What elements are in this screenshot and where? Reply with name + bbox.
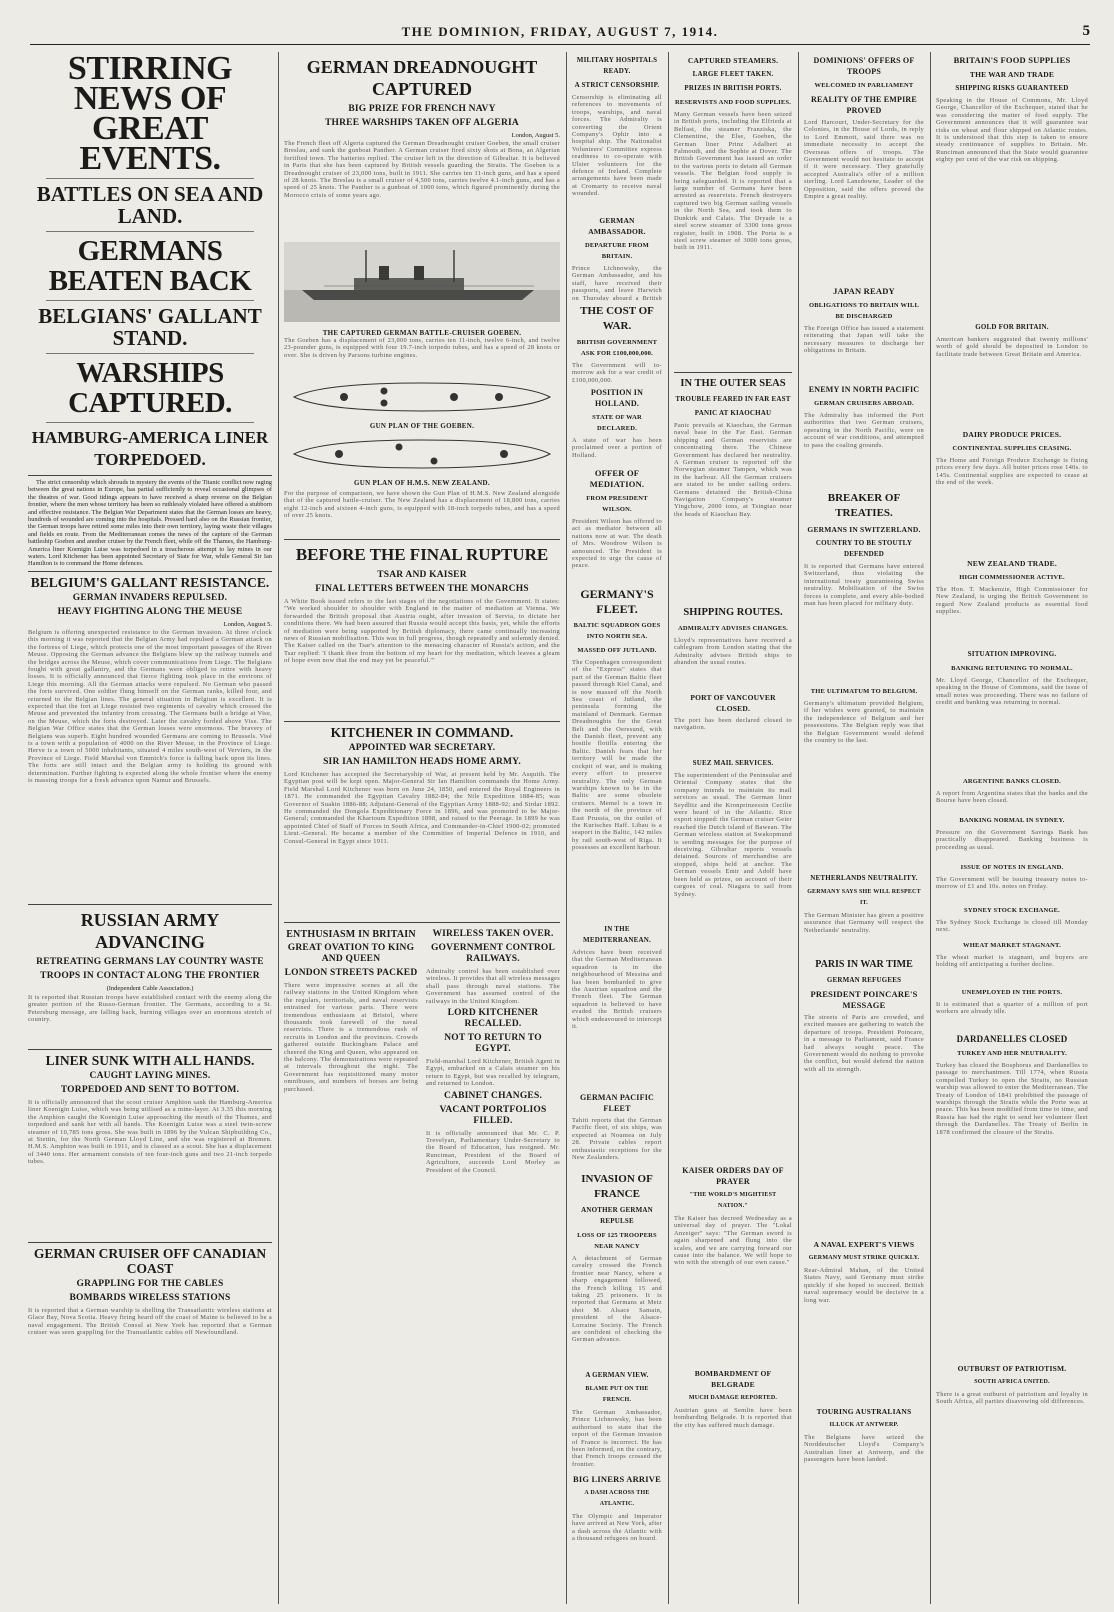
article-body-text: Lord Harcourt, Under-Secretary for the Colonies, in the House of Lords, in reply to Lord Emmott, said there was no immediate necessity to accept the Overseas offers of troops. The Government would not hesitate to accept if it were necessary. They gratefully accepted Australia's offer of a million sterling. Lord Lansdowne, Leader of the Opposition, said the offers proved the Empire a great reality. (804, 119, 924, 201)
article-body-text: It is reported that a German warship is shelling the Transatlantic wireless stations at Glace Bay, Nova Scotia. Heavy firing heard off the coast of Maine is believed to be a naval engagement. The British Consul at New York has reported that a German cruiser was seen grappling for the Transatlantic cables off Newfoundland. (28, 1306, 272, 1337)
article-body-text: Germany's ultimatum provided Belgium, if her wishes were granted, to maintain the independence of Belgium and her possessions. The Belgian reply was that the Belgian Government would defend the country to the last. (804, 700, 924, 745)
article-body-text: For the purpose of comparison, we have shown the Gun Plan of H.M.S. New Zealand alongside that of the captured battle-cruiser. The New Zealand has a displacement of 18,800 tons, carries eight 12-inch and sixteen 4-inch guns, is equipped with 18-inch torpedo tubes, and has a speed of over 25 knots. (284, 490, 560, 520)
subhead-ovation: GREAT OVATION TO KING AND QUEEN (287, 943, 415, 964)
headline-belgians-stand: BELGIANS' GALLANT STAND. (38, 304, 262, 350)
headline-invasion-france: INVASION OF FRANCE (581, 1173, 653, 1200)
subhead-war-secretary: APPOINTED WAR SECRETARY. (348, 743, 496, 753)
headline-continental: CONTINENTAL SUPPLIES CEASING. (952, 445, 1072, 452)
article-body-text: Field-marshal Lord Kitchener, British Agent in Egypt, embarked on a Calais steamer on his return to Egypt, but was recalled by telegram, and returned to London. (426, 1058, 560, 1088)
page-number: 5 (1082, 23, 1090, 39)
article-body-text: The port has been declared closed to navigation. (674, 717, 792, 732)
headline-kaiser-prayer: KAISER ORDERS DAY OF PRAYER (682, 1166, 784, 1186)
article-body-text: The Admiralty has informed the Port authorities that two German cruisers, operating in the North Pacific, were on account of war conditions, and attempted to pass the coaling grounds. (804, 412, 924, 449)
headline-outer-seas: IN THE OUTER SEAS (680, 378, 786, 389)
article-intro: The strict censorship which shrouds in mystery the events of the Titanic conflict now raging between the great nations in Europe, has partial sufficiently to reveal occasional glimpses of the theatres of war. Good tidings appears to have received a sharp reverse on the Belgian frontier, where the men whose territory has been so ruthlessly violated have offered a stubborn and effective resistance. The Belgian War Department states that the German losses are heavy, hundreds of wounded are coming into the hospitals. Pressed hard also on the Russian frontier, the German troops have retired some miles into their own territory, laying waste their villages and fields en route. From the Mediterranean comes the news of the capture of the German battleship Goeben and another cruiser by the French fleet, while off the Thames, the Hamburg-America liner Koenigin Luise was torpedoed in a treacherous attempt to lay mines in our waters. Lord Kitchener has been appointed Secretary of State for War, while General Sir Ian Hamilton is to command the Home defences. (28, 479, 272, 568)
headline-liner-torpedoed: HAMBURG-AMERICA LINER TORPEDOED. (31, 428, 269, 469)
article-body-text: The Kaiser has decreed Wednesday as a universal day of prayer. The "Lokal Anzeiger" says: "The German sword is again sharpened and flung into the scales, and we are carrying forward our cause into the balance. We will hope to win with the strength of our own cause." (674, 1215, 792, 1267)
article-body-text: It is officially announced that Mr. C. P. Trevelyan, Parliamentary Under-Secretary to the Board of Education, has resigned. Mr. Runciman, President of the Board of Agriculture, succeeds Lord Morley as President of the Council. (426, 1129, 560, 1174)
article-body-text: Lord Kitchener has accepted the Secretaryship of War, at present held by Mr. Asquith. The Egyptian post will be kept open. Major-General Sir Ian Hamilton commands the Home Army. Field Marshal Lord Kitchener was born on June 24, 1850, and entered the Royal Engineers in 1871. He commanded the Egyptian Cavalry 1882-84; the Nile Expedition 1884-85; was Governor of Suakin 1886-88; Adjutant-General of the Egyptian Army 1888-92; and Sirdar 1892. He commanded the Dongola Expeditionary Force in 1896, and was promoted to be Major-General; commanded the Khartoum Expedition 1898, and raised to the Peerage. In 1899 he was appointed Chief of Staff of Forces in South Africa, and Commander-in-Chief 1900-02; promoted Lieut.-General. He became a member of the Committee of Imperial Defence in 1910, and Consul-General in Egypt since 1911. (284, 771, 560, 845)
headline-russian-army: RUSSIAN ARMY ADVANCING (80, 909, 220, 952)
goeben-gun-plan (284, 377, 560, 417)
article-body-text: Tahiti reports that the German Pacific fleet, of six ships, was expected at Noumea on July 28. Private cables report enthusiastic receptions for the New Zealanders. (572, 1117, 662, 1162)
article-body-text: Speaking in the House of Commons, Mr. Lloyd George, Chancellor of the Exchequer, stated that he was considering the matter of food supply. The Government announces that it will guarantee war risks on wheat and flour shipped on Atlantic routes. It is understood that this step is taken to ensure steady continuance of supplies to Britain. Mr. Runciman announced that the State would guarantee eighty per cent of the war risk on shipping. (936, 97, 1088, 164)
subhead-german-repulse: ANOTHER GERMAN REPULSE (581, 1206, 653, 1225)
subhead-meuse: HEAVY FIGHTING ALONG THE MEUSE (57, 606, 243, 617)
subhead-laying-mines: CAUGHT LAYING MINES. (89, 1070, 211, 1081)
article-body-text: The German Ambassador, Prince Lichnowsky, has been authorised to state that the report of the German invasion of France is incorrect. He has been informed, on the contrary, that French troops crossed the frontier. (572, 1409, 662, 1468)
article-body-text: The Foreign Office has issued a statement reiterating that Japan will take the necessary measures to discharge her obligations to Britain. (804, 325, 924, 355)
subhead-defended: COUNTRY TO BE STOUTLY DEFENDED (815, 539, 913, 558)
subhead-railways: GOVERNMENT CONTROL RAILWAYS. (430, 943, 556, 964)
headline-enemy-pacific: ENEMY IN NORTH PACIFIC (808, 385, 920, 394)
subhead-cruisers-abroad: GERMAN CRUISERS ABROAD. (814, 400, 914, 407)
subhead-damage: MUCH DAMAGE REPORTED. (688, 1395, 778, 1401)
subhead-streets-packed: LONDON STREETS PACKED (284, 968, 418, 978)
article-body-text: Advices have been received that the German Mediterranean squadron is in the neighbourhood of Messina and has been bombarded to give the Austrian squadron and the French fleet. The German squadron is believed to have evaded the British cruisers which endeavoured to intercept it. (572, 949, 662, 1031)
subhead-war-trade: THE WAR AND TRADE (969, 70, 1055, 79)
article-body-text: Admiralty control has been established over wireless. It provides that all wireless messages shall pass through naval stations. The Government has assumed control of the railways in the United Kingdom. (426, 968, 560, 1005)
subhead-obligations: OBLIGATIONS TO BRITAIN WILL BE DISCHARGED (808, 302, 920, 320)
headline-kitchener-recalled: LORD KITCHENER RECALLED. (447, 1008, 539, 1030)
headline-germans-beaten: GERMANS BEATEN BACK (48, 235, 252, 297)
headline-german-cruiser: GERMAN CRUISER OFF CANADIAN COAST (33, 1245, 267, 1276)
subhead-refugees: GERMAN REFUGEES (826, 976, 902, 984)
subhead-bombards: BOMBARDS WIRELESS STATIONS (69, 1292, 231, 1303)
headline-gold: GOLD FOR BRITAIN. (975, 323, 1049, 331)
column-6 (936, 52, 1088, 1604)
article-body-text: A White Book issued refers to the last stages of the negotiations of the Government. It states: "We worked shoulder to shoulder with England in the matter of mediation at Vienna. We forwarded the British proposal that Austria ought, after invasion of Servia, to dictate her conditions there. We had been assured that Russia would accept this basis, yet, while the efforts of mediation were being supported by British diplomacy, there came continually increasing news of Russian mobilisation. This was in full progress, though repeatedly and solemnly denied. The Kaiser called on the Tsar's attention to the menacing character of Russia's action, and the Tsar replied: 'I thank thee from the bottom of my heart for thy mediation, which leaves a gleam of hope even now that the end may yet be peaceful.'" (284, 598, 560, 665)
subhead-final-letters: FINAL LETTERS BETWEEN THE MONARCHS (315, 584, 529, 594)
article-body-text: The Government will to-morrow ask for a war credit of £100,000,000. (572, 362, 662, 384)
article-body-text: The Hon. T. Mackenzie, High Commissioner for New Zealand, is urging the British Government to regard New Zealand products as essential food supplies. (936, 586, 1088, 616)
article-body-text: Lloyd's representatives have received a cablegram from London stating that the Admiralty advises British ships to abandon the usual routes. (674, 637, 792, 667)
headline-holland: POSITION IN HOLLAND. (590, 388, 644, 408)
article-body-text: The German Minister has given a positive assurance that Germany will respect the Netherlands' neutrality. (804, 912, 924, 934)
subhead-south-africa: SOUTH AFRICA UNITED. (974, 1379, 1050, 1385)
article-body-text: A report from Argentina states that the banks and the Bourse have been closed. (936, 790, 1088, 805)
headline-hospitals: MILITARY HOSPITALS READY. (576, 56, 658, 75)
subhead-antwerp: ILLUCK AT ANTWERP. (829, 1422, 899, 1428)
subhead-three-warships: THREE WARSHIPS TAKEN OFF ALGERIA (325, 118, 519, 128)
column-4 (674, 52, 792, 1604)
article-body-text: There were impressive scenes at all the railway stations in the United Kingdom when the regulars, territorials, and naval reservists entrained for various parts. There were tremendous enthusiasm at Bristol, where thousands took farewell of the naval reservists. There is a tremendous rush of recruits in London and the provinces. Crowds gathered outside Buckingham Palace and cheered the King and Queen, who appeared on the balcony. The demonstrations were repeated at intervals throughout the night. The Government has requisitioned many motor omnibuses, and numbers of horses are being purchased. (284, 982, 418, 1093)
column-rule (278, 52, 279, 1604)
subhead-welcomed: WELCOMED IN PARLIAMENT (814, 82, 914, 89)
column-5 (804, 52, 924, 1604)
subhead-reality: REALITY OF THE EMPIRE PROVED (811, 95, 917, 115)
headline-mediation: OFFER OF MEDIATION. (589, 468, 645, 489)
headline-kitchener-command: KITCHENER IN COMMAND. (330, 725, 514, 740)
subhead-far-east: TROUBLE FEARED IN FAR EAST (675, 395, 791, 403)
column-1 (28, 52, 272, 1604)
headline-vancouver: PORT OF VANCOUVER CLOSED. (690, 693, 776, 713)
article-body-text: Belgium is offering unexpected resistance to the German invasion. At three o'clock this morning it was reported that the Belgian Army had repulsed a German attack on the fortress of Liege, which protects one of the most important passages of the River Meuse. Opposing the German advance the Belgians blew up the railway tunnels and the bridges across the Meuse, which cover communications from Liege. The Belgians fought with great gallantry, and the Germans were obliged to retire with heavy losses. It is officially announced that fierce fighting took place in the environs of Liege this morning. All the German attacks were repulsed. No German who passed the forts survived. One soldier flung himself on the German ranks, killed four, and returned to the Belgian lines. The general situation in Belgium is excellent. It is expected that the fort at Liege resisted two regiments of cavalry which crossed the Meuse and prevented the infantry from crossing. The Germans built a bridge at Vise, on the Meuse, which the forts destroyed. Later the cavalry forded above Vise. The Belgian War Office states that the German losses were enormous. The bravery of Belgians was superb. Eight hundred wounded Germans are coming to Brussels. Visé is a town with a population of 4000 on the River Meuse, in the Province of Liege. Herve is a town of 5000 inhabitants, situated 4 miles south-west of Verviers, in the Province of Liege. Field Marshal von Emmich's force is falling back upon its lines. The forts are still intact and the Belgian army is holding its ground with determination. Further fighting is expected along the whole frontier where the enemy is massing troops for a fresh advance upon Namur and Brussels. (28, 628, 272, 784)
article-body-text: It is reported that Russian troops have established contact with the enemy along the greater portion of the Russo-German frontier. The Germans, according to a St. Petersburg message, are falling back, burning villages over an enormous stretch of country. (28, 993, 272, 1024)
headline-cost-of-war: THE COST OF WAR. (580, 305, 654, 332)
caption-goeben: THE CAPTURED GERMAN BATTLE-CRUISER GOEBEN. (322, 329, 522, 337)
headline-liner-sunk: LINER SUNK WITH ALL HANDS. (45, 1052, 255, 1068)
headline-final-rupture: BEFORE THE FINAL RUPTURE (295, 545, 549, 564)
article-body-text: It is reported that Germans have entered Switzerland, thus violating the international treaty guaranteeing Swiss neutrality. Mobilisation of the Swiss forces is complete, and every able-bodied man has been placed for military duty. (804, 563, 924, 608)
headline-stock-exchange: SYDNEY STOCK EXCHANGE. (964, 907, 1060, 914)
headline-ultimatum: THE ULTIMATUM TO BELGIUM. (810, 688, 918, 695)
subhead-portfolios: VACANT PORTFOLIOS FILLED. (439, 1104, 547, 1126)
headline-pacific-fleet: GERMAN PACIFIC FLEET (580, 1093, 654, 1113)
headline-naval-expert: A NAVAL EXPERT'S VIEWS (813, 1240, 915, 1249)
subhead-departure: DEPARTURE FROM BRITAIN. (584, 242, 650, 260)
column-rule (798, 52, 799, 1604)
article-body-text: Mr. Lloyd George, Chancellor of the Exchequer, speaking in the House of Commons, said the issue of small notes was proceeding. There was no failure of credit and banking was returning to normal. (936, 677, 1088, 707)
headline-nz-trade: NEW ZEALAND TRADE. (967, 559, 1057, 568)
headline-switzerland: GERMANS IN SWITZERLAND. (807, 525, 921, 534)
headline-suez: SUEZ MAIL SERVICES. (692, 759, 774, 767)
subhead-cost: BRITISH GOVERNMENT ASK FOR £100,000,000. (576, 339, 658, 357)
headline-breaker-treaties: BREAKER OF TREATIES. (827, 492, 901, 519)
article-body-text: Turkey has closed the Bosphorus and Dardanelles to passage to merchantmen. Till 1774, when Russia compelled Turkey to open the Straits, no Russian warship was allowed to enter the Mediterranean. The Treaty of London of 1841 prohibited the passage of warships through the Straits while the Porte was at peace. This has been modified from time to time, and Russia has had the right to send her volunteer fleet through the Dardanelles. The Treaty of Berlin in 1878 confirmed the closure of the Straits. (936, 1062, 1088, 1136)
column-rule (930, 52, 931, 1604)
subhead-hamilton: SIR IAN HAMILTON HEADS HOME ARMY. (323, 757, 521, 767)
article-body-text: Censorship is eliminating all references to movements of troops, warships, and naval forces. The Admiralty is converting the Orient Company's Ophir into a hospital ship. The Nationalist Volunteers' Committee express readiness to co-operate with Ulster volunteers for the defence of Ireland. Complete arrangements have been made at Cromarty to receive naval wounded. (572, 94, 662, 198)
article-body-text: The Sydney Stock Exchange is closed till Monday next. (936, 919, 1088, 934)
headline-enthusiasm: ENTHUSIASM IN BRITAIN (286, 929, 416, 940)
article-body-text: The wheat market is stagnant, and buyers are holding off anticipating a further decline. (936, 954, 1088, 969)
headline-dreadnought-captured: GERMAN DREADNOUGHT CAPTURED (306, 57, 538, 99)
headline-dominions-offers: DOMINIONS' OFFERS OF TROOPS (813, 56, 915, 76)
article-body-text: Austrian guns at Semlin have been bombarding Belgrade. It is reported that the city has suffered much damage. (674, 1407, 792, 1429)
subhead-large-fleet: LARGE FLEET TAKEN. (692, 70, 774, 78)
subhead-mightiest-nation: "THE WORLD'S MIGHTIEST NATION." (689, 1192, 777, 1209)
headline-german-view: A GERMAN VIEW. (585, 1371, 649, 1379)
article-body-text: The Olympic and Imperator have arrived at New York, after a dash across the Atlantic with a thousand refugees on board. (572, 1513, 662, 1543)
headline-big-liners: BIG LINERS ARRIVE (573, 1474, 661, 1484)
headline-stirring-news: STIRRING NEWS OF GREAT EVENTS. (67, 52, 233, 177)
article-body-text: The Government will be issuing treasury notes to-morrow of £1 and 10s. notes on Friday. (936, 876, 1088, 891)
headline-japan-ready: JAPAN READY (833, 286, 895, 296)
subhead-turkey: TURKEY AND HER NEUTRALITY. (957, 1050, 1067, 1057)
article-body-text: A state of war has been proclaimed over a portion of Holland. (572, 437, 662, 459)
headline-cabinet: CABINET CHANGES. (443, 1090, 543, 1101)
article-body-text: The superintendent of the Peninsular and Oriental Company states that the company intends to maintain its mail services as usual. The German liner Seydlitz and the Kronprinzessin Cecilie were heard of in the Atlantic. Rice export stopped: the German cruiser Geier reached the Dutch island of Bawean. The German wireless station at Swakopmund is sending messages for the purpose of deceiving. Gibraltar reports vessels detained. Sources of merchandise are stopped, ships held at anchor. The German vessels Emir and Adolf have been held as prizes, on account of their cargoes of coal. Niagara to sail from Sydney. (674, 772, 792, 898)
goeben-photo (284, 242, 560, 322)
headline-germanys-fleet: GERMANY'S FLEET. (580, 587, 654, 616)
headline-shipping-routes: SHIPPING ROUTES. (683, 607, 783, 618)
article-body-text: Rear-Admiral Mahan, of the United States Navy, said Germany must strike quickly if she hoped to succeed. British naval supremacy would be decisive in a long war. (804, 1267, 924, 1304)
headline-situation: SITUATION IMPROVING. (967, 650, 1057, 658)
article-body-text: President Wilson has offered to act as mediator between all nations now at war. The death of Mrs. Woodrow Wilson is announced. The President is expected to urge the cause of peace. (572, 518, 662, 570)
headline-wheat: WHEAT MARKET STAGNANT. (963, 942, 1061, 949)
column-2 (284, 52, 560, 1604)
article-body-text: The Goeben has a displacement of 23,000 tons, carries ten 11-inch, twelve 6-inch, and twelve 23-pounder guns, is equipped with four 19.7-inch torpedo tubes, and has a speed of 28 knots or over. She is driven by Parsons turbine engines. (284, 337, 560, 359)
headline-belgrade: BOMBARDMENT OF BELGRADE (694, 1369, 772, 1389)
article-body-text: Prince Lichnowsky, the German Ambassador, and his staff, have received their passports, and leave Harwich on Thursday aboard a British (572, 265, 662, 301)
subhead-troops-in-contact: TROOPS IN CONTACT ALONG THE FRONTIER (40, 970, 260, 981)
subhead-baltic: BALTIC SQUADRON GOES INTO NORTH SEA. (573, 622, 661, 640)
column-rule (668, 52, 669, 1604)
article-body-text: The Belgians have seized the Norddeutscher Lloyd's Company's Australian liner at Antwerp, and the passengers have been landed. (804, 1434, 924, 1464)
article-body-text: It is estimated that a quarter of a million of port workers are already idle. (936, 1001, 1088, 1016)
dateline: London, August 5. (223, 620, 272, 628)
headline-censorship: A STRICT CENSORSHIP. (574, 81, 660, 89)
headline-touring-australians: TOURING AUSTRALIANS (816, 1407, 912, 1416)
headline-patriotism: OUTBURST OF PATRIOTISM. (957, 1364, 1067, 1373)
column-rule (566, 52, 567, 1604)
subhead-reservists: RESERVISTS AND FOOD SUPPLIES. (674, 99, 792, 106)
subhead-admiralty: ADMIRALTY ADVISES CHANGES. (677, 625, 788, 632)
lower-split (284, 926, 560, 1174)
subhead-blame: BLAME PUT ON THE FRENCH. (585, 1386, 649, 1403)
subhead-banking-normal: BANKING RETURNING TO NORMAL. (951, 665, 1073, 672)
subhead-nancy: LOSS OF 125 TROOPERS NEAR NANCY (577, 1232, 657, 1250)
subhead-kiaochau: PANIC AT KIAOCHAU (694, 409, 772, 417)
article-body-text: Panic prevails at Kiaochau, the German naval base in the Far East. German shipping and German reservists are concentrating there. The Chinese Government has declared her neutrality. A German cruiser is reported off the Norwegian steamer Tampen, which was in the harbour. All the German cruisers are stated to be under sailing orders. Germans detained the British-China Navigation Company's steamer Yingchow, 2000 tons, at Tsingtao near the heads of Kiaochau Bay. (674, 422, 792, 518)
headline-belgium-resistance: BELGIUM'S GALLANT RESISTANCE. (30, 574, 270, 590)
subhead-torpedoed: TORPEDOED AND SENT TO BOTTOM. (60, 1084, 240, 1095)
subhead-grappling: GRAPPLING FOR THE CABLES (76, 1278, 224, 1289)
headline-warships-captured: WARSHIPS CAPTURED. (68, 357, 232, 419)
subhead-jutland: MASSED OFF JUTLAND. (577, 647, 657, 654)
subhead-prizes: PRIZES IN BRITISH PORTS. (684, 84, 782, 92)
subhead-atlantic: A DASH ACROSS THE ATLANTIC. (584, 1490, 650, 1507)
headline-mediterranean: IN THE MEDITERRANEAN. (583, 925, 651, 944)
headline-sydney-banking: BANKING NORMAL IN SYDNEY. (959, 817, 1065, 824)
article-body-text: The French fleet off Algeria captured the German Dreadnought cruiser Goeben, the small cruiser Breslau, and sank the gunboat Panther. A German cruiser fired sixty shots at Bona, an Algerian fortified town. The batteries replied. The cruiser left in the direction of Gibraltar. It is believed in Paris that she has been captured by British vessels guarding the Straits. The Goeben is a Dreadnought cruiser of 23,000 tons, built in 1911. She carries ten 11-inch guns, and has a speed of 28 knots. The Breslau is a small cruiser of 4,500 tons, carries twelve 4.1-inch guns, and has a speed of 25 knots. The Panther is a gunboat of 1000 tons, which figured prominently during the Morocco crisis of some years ago. (284, 140, 560, 199)
article-body-text: There is a great outburst of patriotism and loyalty in South Africa, all parties disavowing old differences. (936, 1391, 1088, 1406)
dateline: London, August 5. (511, 132, 560, 139)
headline-food-supplies: BRITAIN'S FOOD SUPPLIES (953, 55, 1071, 65)
subhead-invaders-repulsed: GERMAN INVADERS REPULSED. (72, 592, 228, 603)
subhead-strike-quickly: GERMANY MUST STRIKE QUICKLY. (808, 1255, 920, 1261)
headline-unemployed: UNEMPLOYED IN THE PORTS. (961, 989, 1063, 996)
article-body-text: American bankers suggested that twenty millions' worth of gold should be deposited in London to facilitate trade between Great Britain and America. (936, 336, 1088, 358)
headline-notes: ISSUE OF NOTES IN ENGLAND. (960, 864, 1064, 871)
new-zealand-gun-plan (284, 434, 560, 474)
subhead-big-prize: BIG PRIZE FOR FRENCH NAVY (348, 104, 496, 114)
headline-dairy: DAIRY PRODUCE PRICES. (962, 430, 1062, 439)
source-line: (Independent Cable Association.) (106, 984, 194, 992)
article-body-text: Many German vessels have been seized in British ports, including the Elfrieda at Belfast, the steamer Franziska, the Clementine, the Else, Goeben, the German liner Prinz Adalbert at Falmouth, and the Sophie at Dover. The British Government has issued an order to the various ports to detain all German vessels. The Belgian food supply is being safeguarded. It is reported that a large number of Germans have been arrested as reservists. French destroyers captured two big German sailing vessels in the North Sea, and took them to Dunkirk and Calais. The Dryade is a steel screw steamer of 3300 tons gross register, built in 1908. The Porta is a steel screw steamer of 3000 tons gross, built in 1911. (674, 111, 792, 252)
column-3 (572, 52, 662, 1604)
masthead-title: THE DOMINION, FRIDAY, AUGUST 7, 1914. (401, 24, 719, 39)
headline-battles: BATTLES ON SEA AND LAND. (36, 182, 264, 228)
caption-gun-plan-goeben: GUN PLAN OF THE GOEBEN. (369, 422, 475, 430)
caption-gun-plan-new-zealand: GUN PLAN OF H.M.S. NEW ZEALAND. (354, 479, 490, 487)
subhead-respect: GERMANY SAYS SHE WILL RESPECT IT. (807, 889, 921, 906)
masthead (30, 22, 1090, 45)
subhead-state-of-war: STATE OF WAR DECLARED. (592, 414, 642, 432)
article-body-text: Pressure on the Government Savings Bank has practically disappeared. Banking business is proceeding as usual. (936, 829, 1088, 851)
article-body-text: The Copenhagen correspondent of the "Express" states that part of the German Baltic fleet passed through Kiel Canal, and is now massed off the North Sea coast of Jutland, the peninsula forming the mainland of Denmark. German Dreadnoughts for the Great Belt and the Oeresund, with the Danish fleet, prevent any hostile flotilla entering the Baltic. Danish fears that her territory will be made the cockpit of war, and is making every effort to preserve neutrality. The only German warships known to be in the Baltic are some obsolete cruisers. Memel is a town in the north of the province of East Prussia, on the outlet of the Kurisches Haff. Libau is a seaport in the Baltic, 142 miles by rail south-west of Riga. It possesses an excellent harbour. (572, 659, 662, 852)
subhead-retreating-germans: RETREATING GERMANS LAY COUNTRY WASTE (36, 956, 264, 967)
subhead-tsar-kaiser: TSAR AND KAISER (377, 570, 467, 580)
headline-netherlands: NETHERLANDS NEUTRALITY. (810, 874, 918, 882)
headline-argentine: ARGENTINE BANKS CLOSED. (963, 778, 1061, 785)
article-body-text: It is officially announced that the scout cruiser Amphion sank the Hamburg-America liner Koenigin Luise, which was being utilised as a mine-layer. At 3.35 this morning the Amphion caught the Koenigin Luise approaching the mouth of the Thames, and torpedoed and sank her with all hands. The Koenigin Luise was a steel twin-screw steamer of 10,785 tons gross. She was built in 1896 by the Vulcan Shipbuilding Co., at Stettin, for the North German Lloyd Line, and she was registered at Bremen. H.M.S. Amphion was built in 1911, and is classed as a scout. She has a displacement of 3440 tons. Her armament consists of ten four-inch guns and two 21-inch torpedo tubes. (28, 1098, 272, 1166)
headline-wireless: WIRELESS TAKEN OVER. (432, 929, 554, 939)
subhead-shipping-risks: SHIPPING RISKS GUARANTEED (955, 84, 1069, 92)
article-body-text: The streets of Paris are crowded, and excited masses are gathering to watch the departure of troops. President Poincare, in a message to Parliament, said France had always sought peace. The Government would do nothing to provoke the conflict, but would defend the nation with all its strength. (804, 1014, 924, 1073)
headline-poincare: PRESIDENT POINCARE'S MESSAGE (810, 989, 918, 1010)
headline-paris-war: PARIS IN WAR TIME (815, 959, 913, 970)
subhead-not-to-return: NOT TO RETURN TO EGYPT. (444, 1033, 542, 1055)
subhead-wilson: FROM PRESIDENT WILSON. (586, 495, 648, 513)
headline-ambassador: GERMAN AMBASSADOR. (588, 216, 646, 236)
subhead-high-commissioner: HIGH COMMISSIONER ACTIVE. (959, 574, 1065, 581)
article-body-text: The Home and Foreign Produce Exchange is fixing prices every few days. All butter prices rose 140s. to 145s. Continental supplies are expected to cease at the end of the week. (936, 457, 1088, 487)
headline-dardanelles: DARDANELLES CLOSED (956, 1034, 1068, 1044)
headline-captured-steamers: CAPTURED STEAMERS. (687, 56, 779, 65)
article-body-text: A detachment of German cavalry crossed the French frontier near Nancy, where a sharp engagement followed, the French killing 15 and taking 25 prisoners. It is reported that Germans at Metz shot M. Alsace Samain, president of the Alsace-Lorraine Society. The French are confident of checking the German advance. (572, 1255, 662, 1344)
